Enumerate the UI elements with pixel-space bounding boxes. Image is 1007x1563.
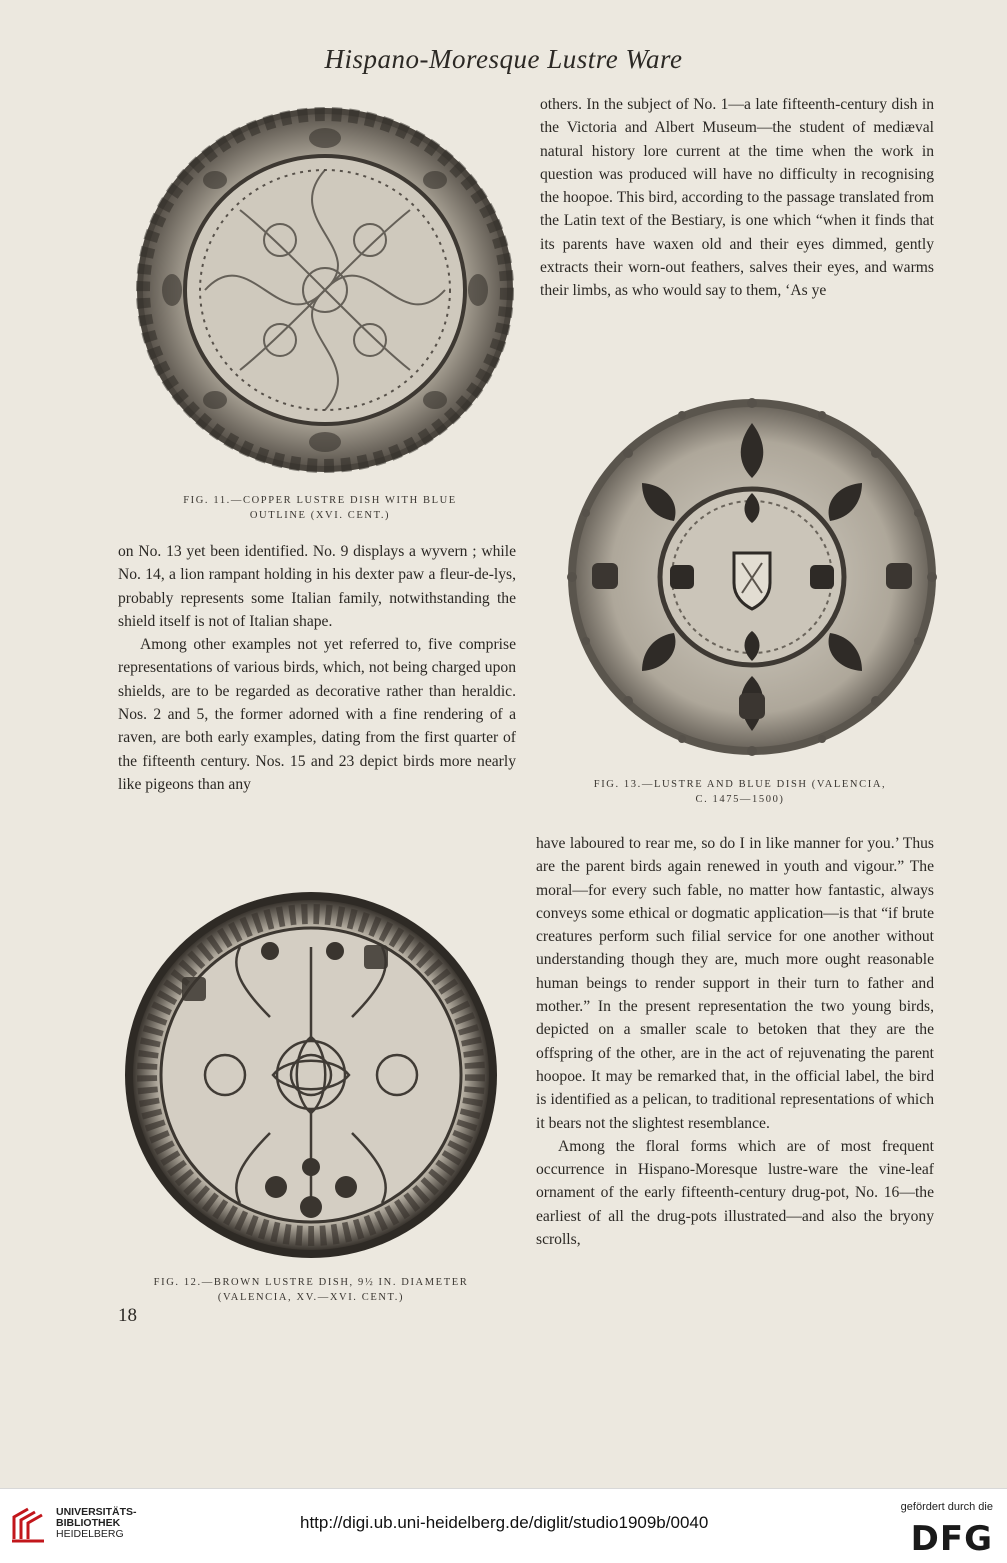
fig13-dish-image (562, 393, 942, 765)
ub-heidelberg-logo-icon[interactable] (8, 1505, 48, 1545)
right-top-paragraph: others. In the subject of No. 1—a late fifteenth-century dish in the Victoria and Albert Museum—the student of mediæval natural history lore current at the time when the work in question was produced will have no difficulty in recognising the hoopoe. This bird, according to the passage translated from the Latin text of the Bestiary, is one which “when it finds that its parents have waxen old and their eyes dimmed, gently extracts their worn-out feathers, salves their eyes, and warms their limbs, as who would say to them, ‘As ye (540, 96, 934, 300)
permalink-url[interactable]: http://digi.ub.uni-heidelberg.de/diglit/studio1909b/0040 (300, 1513, 709, 1532)
right-top-column (540, 93, 934, 303)
fig12-caption-line2: (VALENCIA, XV.—XVI. CENT.) (217, 1292, 405, 1303)
right-bottom-paragraph-2: Among the floral forms which are of most frequent occurrence in Hispano-Moresque lustre-ware the vine-leaf ornament of the early fifteenth-century drug-pot, No. 16—the earliest of all the drug-pots illustrated—and also the bryony scrolls, (536, 1137, 934, 1249)
fig11-caption-line2: OUTLINE (XVI. CENT.) (249, 510, 391, 521)
folio-number: 18 (118, 1305, 137, 1326)
fig11-dish-image (130, 100, 520, 485)
left-paragraph-2: Among other examples not yet referred to, five comprise representations of various birds, which, not being charged upon shields, are to be regarded as decorative rather than heraldic. Nos. 2 and 5, the former adorned with a fine rendering of a raven, are both early examples, dating from the first quarter of the fifteenth century. Nos. 15 and 23 depict birds more nearly like pigeons than any (118, 636, 516, 793)
right-bottom-paragraph-1: have laboured to rear me, so do I in like manner for you.’ Thus are the parent birds again renewed in youth and vigour.” The moral—for every such fable, no matter how fantastic, always conveys some ethical or dogmatic application—is that “if brute creatures perform such filial service for one another without understanding though they are, much more ought reasonable human beings to render support in their turn to father and mother.” In the present representation the two young birds, depicted on a smaller scale to betoken that they are the offspring of the other, are in the act of rejuvenating the parent hoopoe. It may be remarked that, in the official label, the bird is identified as a pelican, to traditional representations of which it bears not the slightest resemblance. (536, 835, 934, 1132)
footer-bar (0, 1488, 1007, 1563)
fig11-caption (140, 493, 500, 523)
fig11-plate (130, 100, 520, 485)
fig11-caption-line1: FIG. 11.—COPPER LUSTRE DISH WITH BLUE (183, 495, 457, 506)
funder-label: gefördert durch die (900, 1501, 993, 1513)
library-name[interactable] (56, 1507, 137, 1540)
fig13-caption-line1: FIG. 13.—LUSTRE AND BLUE DISH (VALENCIA, (593, 779, 887, 790)
running-head: Hispano-Moresque Lustre Ware (324, 44, 683, 74)
fig12-dish-image (120, 887, 502, 1265)
fig13-caption (560, 777, 920, 807)
fig12-caption-block (120, 1275, 502, 1305)
right-bottom-column (536, 832, 934, 1251)
fig13-caption-line2: C. 1475—1500) (695, 794, 785, 805)
library-name-line3: HEIDELBERG (56, 1528, 124, 1540)
left-middle-column (118, 540, 516, 796)
left-paragraph-1: on No. 13 yet been identified. No. 9 displays a wyvern ; while No. 14, a lion rampant holding in his dexter paw a fleur-de-lys, probably represents some Italian family, notwithstanding the shield itself is not of Italian shape. (118, 543, 516, 630)
dfg-logo[interactable]: DFG (910, 1519, 993, 1559)
fig13-plate (562, 393, 942, 765)
fig12-caption-line1: FIG. 12.—BROWN LUSTRE DISH, 9½ IN. DIAMETER (153, 1277, 469, 1288)
library-name-line1: UNIVERSITÄTS- (56, 1506, 137, 1518)
library-name-line2: BIBLIOTHEK (56, 1517, 121, 1529)
fig12-plate (120, 887, 502, 1265)
